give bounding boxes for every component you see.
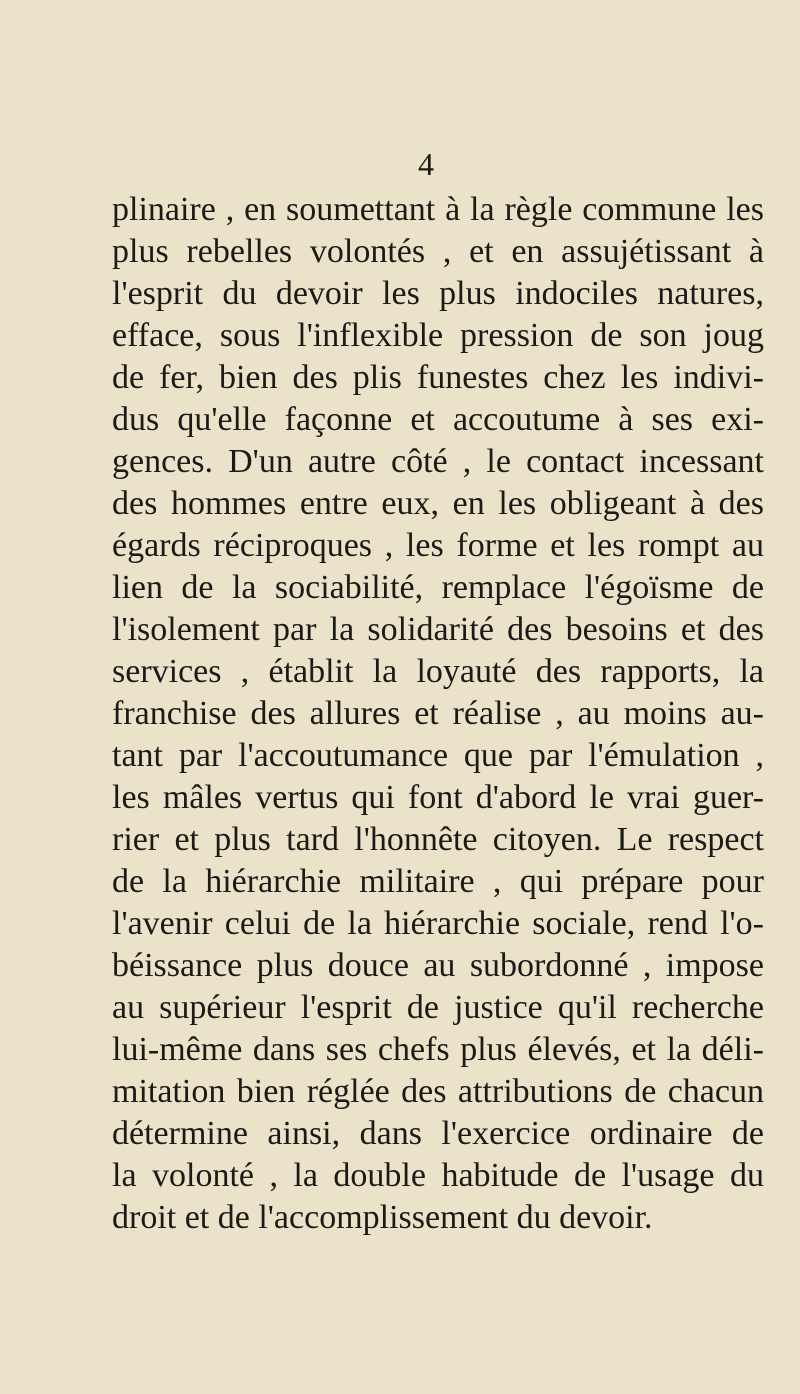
text-line: la volonté , la double habitude de l'usage du [112, 1157, 764, 1194]
text-line: lien de la sociabilité, remplace l'égoïsme de [112, 569, 764, 606]
text-line: de la hiérarchie militaire , qui prépare pour [112, 863, 764, 900]
text-line: détermine ainsi, dans l'exercice ordinaire de [112, 1115, 764, 1152]
text-line: efface, sous l'inflexible pression de son joug [112, 317, 764, 354]
text-line: au supérieur l'esprit de justice qu'il recherche [112, 989, 764, 1026]
text-line: mitation bien réglée des attributions de chacun [112, 1073, 764, 1110]
text-line: gences. D'un autre côté , le contact incessant [112, 443, 764, 480]
text-line: béissance plus douce au subordonné , impose [112, 947, 764, 984]
page-number: 4 [418, 146, 434, 182]
text-line: tant par l'accoutumance que par l'émulation , [112, 737, 764, 774]
text-line: lui-même dans ses chefs plus élevés, et la déli- [112, 1031, 764, 1068]
text-line: droit et de l'accomplissement du devoir. [112, 1199, 653, 1236]
text-line: services , établit la loyauté des rapports, la [112, 653, 764, 690]
text-line: plus rebelles volontés , et en assujétissant à [112, 233, 764, 270]
text-line: plinaire , en soumettant à la règle commune les [112, 191, 764, 228]
text-line: l'isolement par la solidarité des besoins et des [112, 611, 764, 648]
text-line: rier et plus tard l'honnête citoyen. Le respect [112, 821, 764, 858]
text-line: des hommes entre eux, en les obligeant à des [112, 485, 764, 522]
text-line: franchise des allures et réalise , au moins au- [112, 695, 764, 732]
text-line: l'esprit du devoir les plus indociles natures, [112, 275, 764, 312]
text-line: de fer, bien des plis funestes chez les indivi- [112, 359, 764, 396]
text-line: égards réciproques , les forme et les rompt au [112, 527, 764, 564]
text-line: dus qu'elle façonne et accoutume à ses exi- [112, 401, 764, 438]
body-text [112, 189, 764, 1239]
text-line: les mâles vertus qui font d'abord le vrai guer- [112, 779, 764, 816]
text-line: l'avenir celui de la hiérarchie sociale, rend l'o- [112, 905, 764, 942]
